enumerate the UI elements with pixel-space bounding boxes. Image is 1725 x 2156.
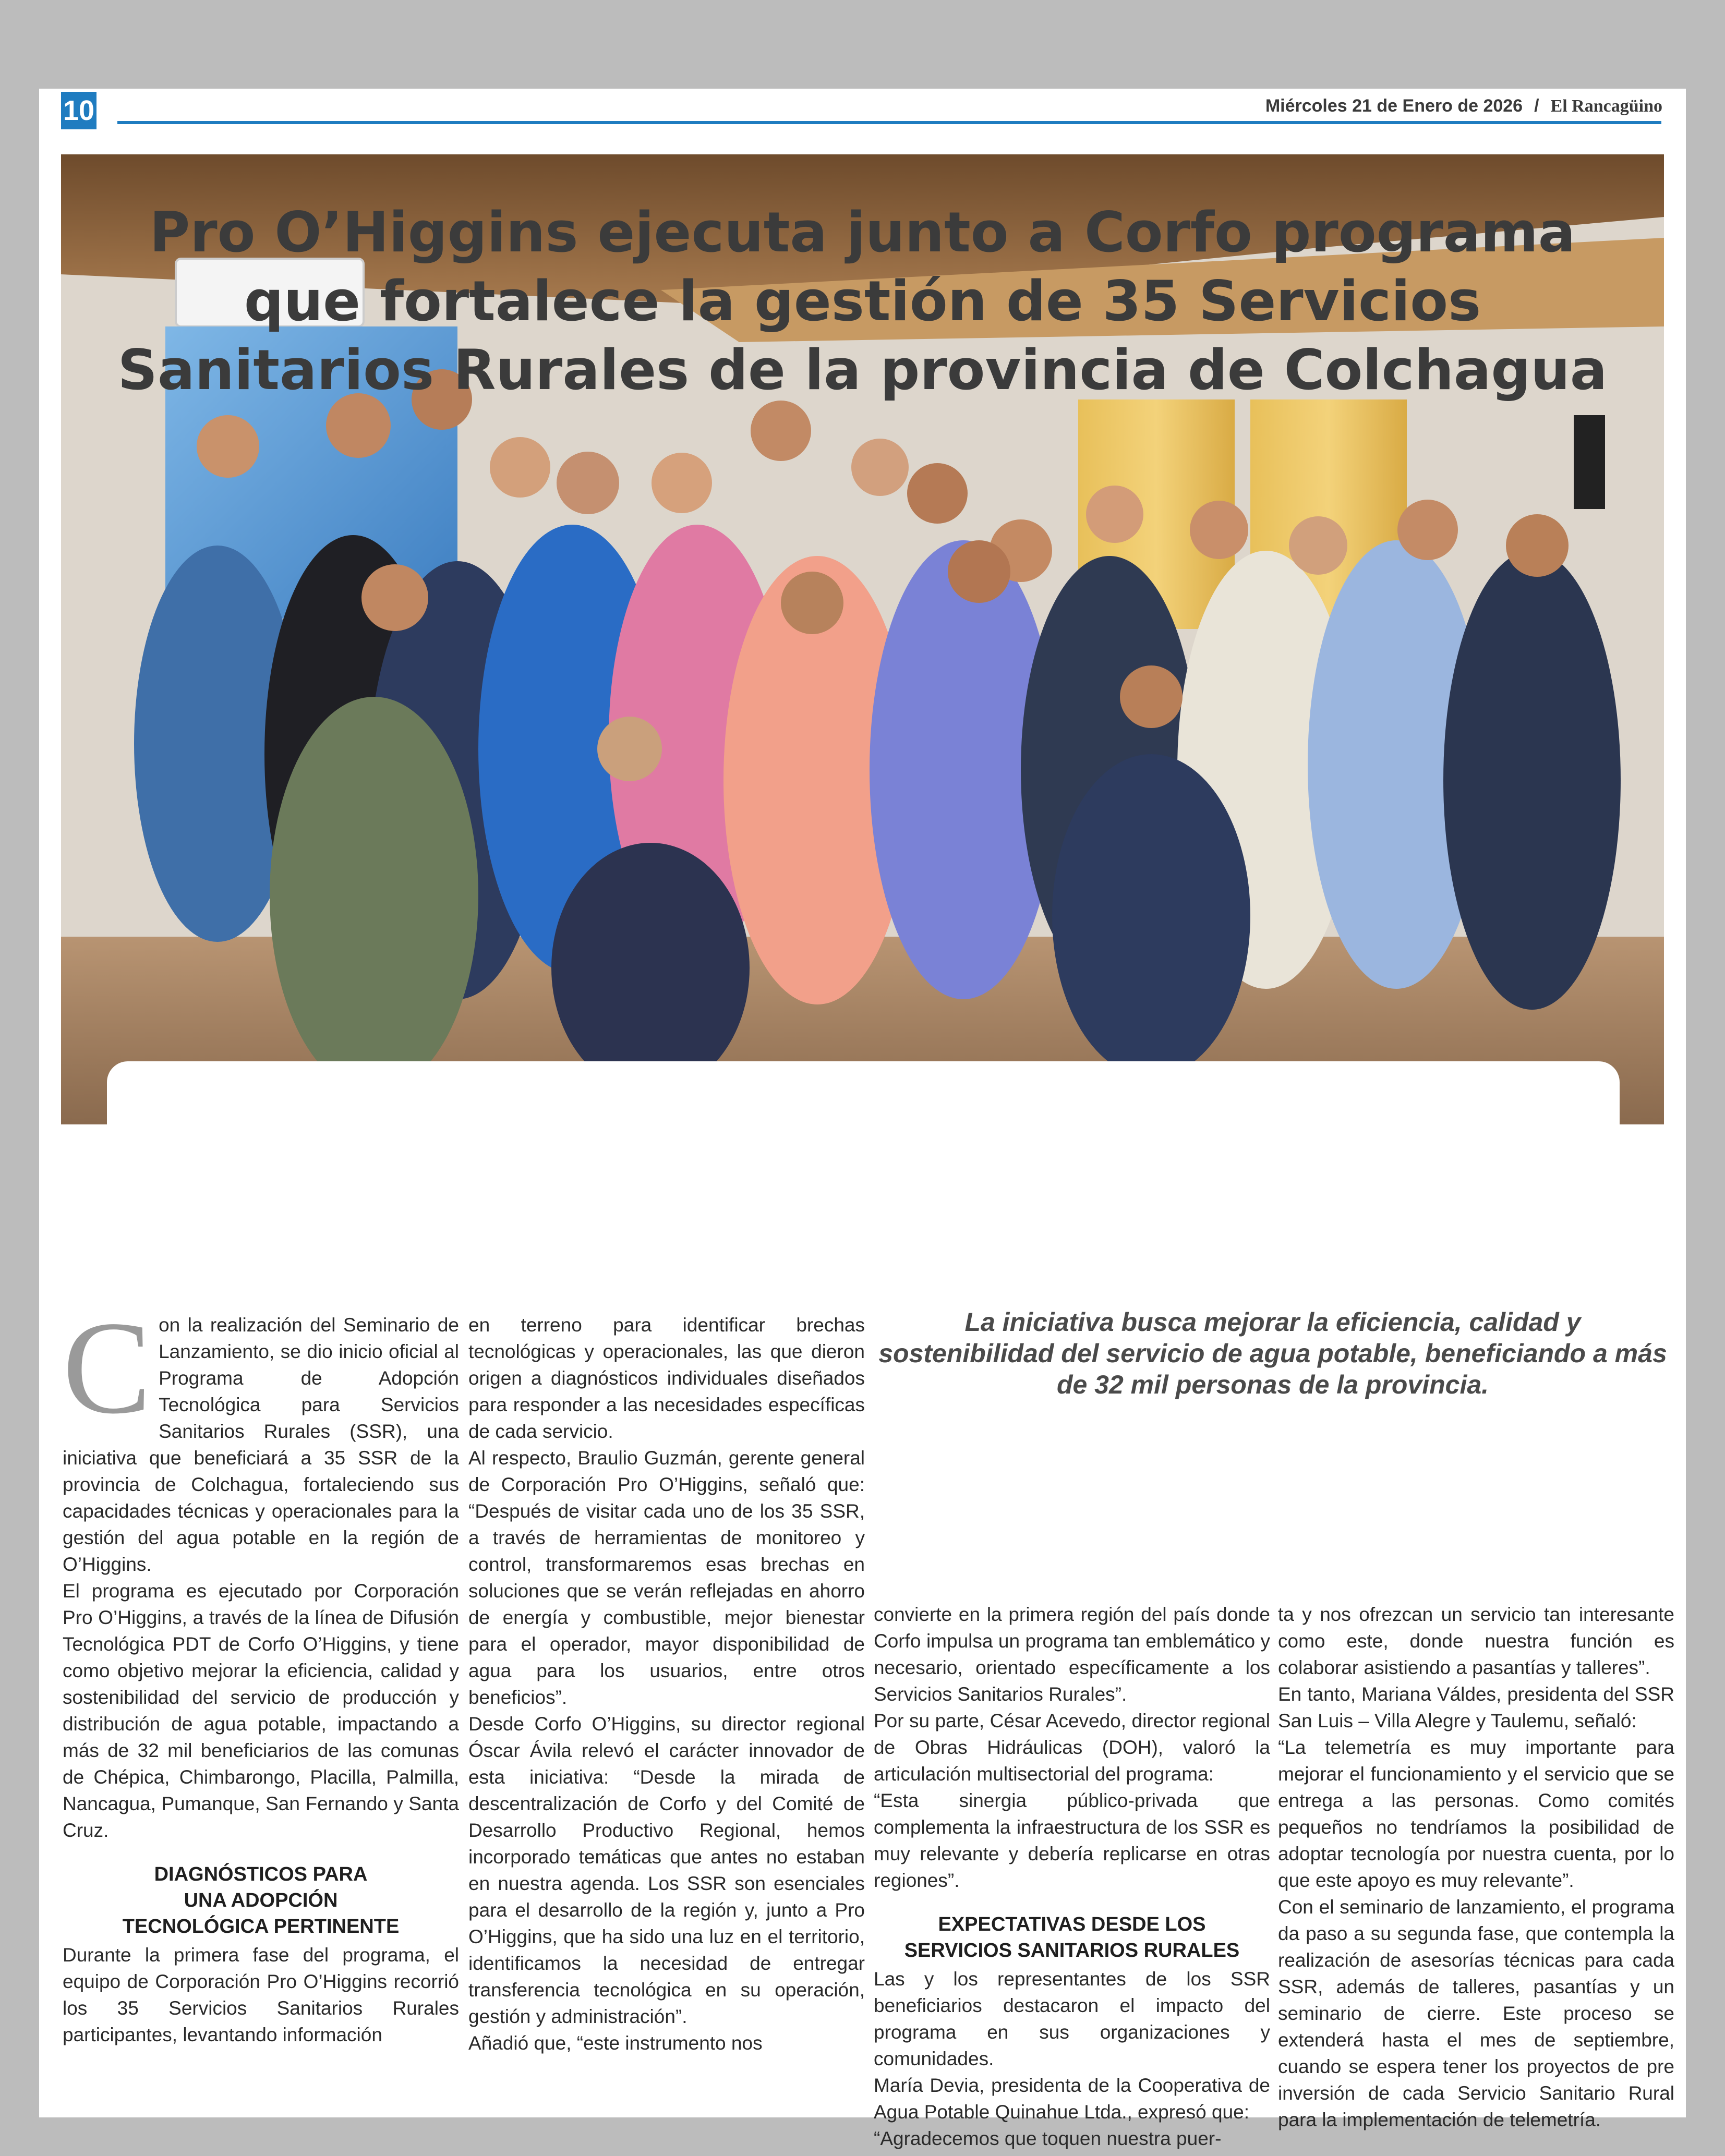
- paragraph: Con el seminario de lanzamiento, el programa da paso a su segunda fase, que contempla la realización de asesorías técnicas para cada SSR, además de talleres, pasantías y un seminario de cierre. Este proceso se extenderá hasta el mes de septiembre, cuando se espera tener los proyectos de pre inversión de cada Servicio Sanitario Rural para la implementación de telemetría.: [1278, 1896, 1674, 2130]
- drop-cap: C: [63, 1294, 152, 1442]
- paragraph: Desde Corfo O’Higgins, su director regional Óscar Ávila relevó el carácter innovador de esta iniciativa: “Desde la mirada de descentralización de Corfo y del Comité de Desarrollo Productivo Regional, hemos incorporado temáticas que antes no estaban en nuestra agenda. Los SSR son esenciales para el desarrollo de la región y, junto a Pro O’Higgins, que ha sido una luz en el territorio, identificamos la necesidad de entregar transferencia tecnológica en su operación, gestión y administración”.: [468, 1713, 865, 2027]
- article-column-4: [1278, 1601, 1674, 2130]
- paragraph: Por su parte, César Acevedo, director regional de Obras Hidráulicas (DOH), valoró la articulación multisectorial del programa:: [874, 1710, 1270, 1785]
- page-header: [39, 89, 1686, 131]
- header-info: [1265, 96, 1662, 116]
- paragraph: Al respecto, Braulio Guzmán, gerente general de Corporación Pro O’Higgins, señaló que: “Después de visitar cada uno de los 35 SSR, a través de herramientas de monitoreo y control, transformaremos esas brechas en soluciones que se verán reflejadas en ahorro de energía y combustible, mejor bienestar para el operador, mayor disponibilidad de agua para los usuarios, entre otros beneficios”.: [468, 1447, 865, 1708]
- paragraph: Las y los representantes de los SSR beneficiarios destacaron el impacto del programa en sus organizaciones y comunidades.: [874, 1968, 1270, 2069]
- newspaper-name: El Rancagüino: [1550, 96, 1662, 116]
- headline-line-3: Sanitarios Rurales de la provincia de Colchagua: [117, 338, 1608, 402]
- paragraph: en terreno para identificar brechas tecnológicas y operacionales, las que dieron origen a diagnósticos individuales diseñados para responder a las necesidades específicas de cada servicio.: [468, 1314, 865, 1442]
- paragraph: “Agradecemos que toquen nuestra puer-: [874, 2128, 1222, 2149]
- paragraph: convierte en la primera región del país donde Corfo impulsa un programa tan emblemático y necesario, orientado específicamente a los Servicios Sanitarios Rurales”.: [874, 1604, 1270, 1705]
- paragraph: “Esta sinergia público-privada que complementa la infraestructura de los SSR es muy relevante y debería replicarse en otras regiones”.: [874, 1790, 1270, 1891]
- paragraph: Durante la primera fase del programa, el equipo de Corporación Pro O’Higgins recorrió los 35 Servicios Sanitarios Rurales participantes, levantando información: [63, 1944, 459, 2045]
- lead-paragraph: La iniciativa busca mejorar la eficiencia, calidad y sostenibilidad del servicio de agua potable, beneficiando a más de 32 mil personas de la provincia.: [878, 1307, 1667, 1399]
- subheading: EXPECTATIVAS DESDE LOS SERVICIOS SANITARIOS RURALES: [904, 1913, 1240, 1961]
- paragraph: “La telemetría es muy importante para mejorar el funcionamiento y el servicio que se entrega a las personas. Como comités pequeños no tendríamos la posibilidad de adoptar tecnología por nuestra cuenta, por lo que este apoyo es muy relevante”.: [1278, 1737, 1674, 1891]
- header-separator: /: [1534, 96, 1539, 116]
- paragraph: El programa es ejecutado por Corporación Pro O’Higgins, a través de la línea de Difusión Tecnológica PDT de Corfo O’Higgins, y tiene como objetivo mejorar la eficiencia, calidad y sostenibilidad del servicio de producción y distribución de agua potable, impactando a más de 32 mil beneficiarios de las comunas de Chépica, Chimbarongo, Placilla, Palmilla, Nancagua, Pumanque, San Fernando y Santa Cruz.: [63, 1580, 459, 1841]
- paragraph: Añadió que, “este instrumento nos: [468, 2032, 763, 2054]
- headline: [39, 198, 1686, 405]
- article-column-2: [468, 1312, 865, 2104]
- article-column-1: [63, 1294, 459, 2104]
- page-number: 10: [61, 92, 96, 129]
- paragraph: on la realización del Seminario de Lanzamiento, se dio inicio oficial al Programa de Adopción Tecnológica para Servicios Sanitarios Rurales (SSR), una iniciativa que beneficiará a 35 SSR de la provincia de Colchagua, fortaleciendo sus capacidades técnicas y operacionales para la gestión del agua potable en la región de O’Higgins.: [63, 1314, 459, 1575]
- paragraph: María Devia, presidenta de la Cooperativa de Agua Potable Quinahue Ltda., expresó que:: [874, 2075, 1270, 2123]
- subheading: DIAGNÓSTICOS PARA UNA ADOPCIÓN TECNOLÓGICA PERTINENTE: [122, 1863, 400, 1937]
- headline-line-2: que fortalece la gestión de 35 Servicios: [244, 269, 1481, 333]
- article-column-3: [874, 1601, 1270, 2149]
- issue-date: Miércoles 21 de Enero de 2026: [1265, 96, 1523, 116]
- paragraph: En tanto, Mariana Váldes, presidenta del SSR San Luis – Villa Alegre y Taulemu, señaló:: [1278, 1683, 1674, 1731]
- header-rule: [117, 121, 1661, 124]
- paragraph: ta y nos ofrezcan un servicio tan interesante como este, donde nuestra función es colaborar asistiendo a pasantías y talleres”.: [1278, 1604, 1674, 1678]
- headline-panel: [107, 1061, 1620, 1286]
- newspaper-page: [39, 89, 1686, 2149]
- headline-line-1: Pro O’Higgins ejecuta junto a Corfo programa: [149, 200, 1576, 264]
